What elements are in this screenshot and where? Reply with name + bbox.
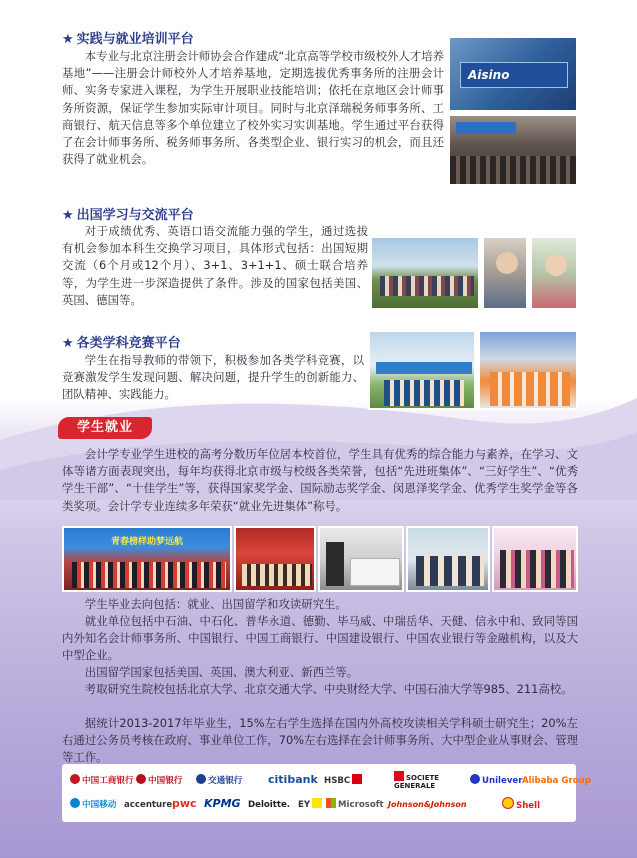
photo-performers xyxy=(242,564,312,586)
photo-face xyxy=(545,254,567,276)
photo-aisino-building xyxy=(448,36,578,112)
employment-line-4: 考取研究生院校包括北京大学、北京交通大学、中央财经大学、中国石油大学等985、211高校。 xyxy=(84,682,573,696)
star-icon: ★ xyxy=(62,208,74,223)
star-icon: ★ xyxy=(62,32,74,47)
logo-bank-of-china: 中国银行 xyxy=(136,774,182,788)
photo-student-portrait xyxy=(482,236,528,310)
photo-competition-team xyxy=(478,330,578,410)
socgen-logo-icon xyxy=(394,771,404,781)
logo-kpmg: KPMG xyxy=(204,797,241,810)
photo-presenter xyxy=(326,542,344,586)
photo-table xyxy=(350,558,400,586)
award-banner-text: 青春榜样助梦远航 xyxy=(110,537,183,547)
photo-training-classroom xyxy=(448,114,578,186)
employment-banner: 学生就业 xyxy=(58,417,152,439)
photo-stage-event xyxy=(234,526,316,592)
boc-logo-icon xyxy=(136,774,146,784)
logo-alibaba: Alibaba Group xyxy=(522,776,591,786)
star-icon: ★ xyxy=(62,336,74,351)
logo-deloitte: Deloitte. xyxy=(248,800,291,810)
photo-group-people xyxy=(380,276,474,296)
employment-line-2: 就业单位包括中石油、中石化、普华永道、德勤、毕马威、中瑞岳华、天健、信永中和、致同等国内外知名会计师事务所、中国银行、中国工商银行、中国建设银行、中国农业银行等金融机构，以及大中型企业。 xyxy=(62,614,578,663)
microsoft-logo-icon xyxy=(326,798,336,808)
photo-team xyxy=(384,380,464,406)
competition-section-body: 学生在指导教师的带领下，积极参加各类学科竞赛，以竞赛激发学生发现问题、解决问题，提升学生的创新能力、团队精神、实践能力。 xyxy=(62,353,364,402)
logo-icbc: 中国工商银行 xyxy=(70,774,134,788)
photo-graduate-group xyxy=(500,550,574,588)
employment-line-1: 学生毕业去向包括：就业、出国留学和攻读研究生。 xyxy=(84,597,347,611)
photo-team-members xyxy=(490,372,570,406)
logo-unilever: Unilever xyxy=(470,774,523,788)
logo-accenture: accenture xyxy=(124,800,173,810)
abroad-section-title: ★ 出国学习与交流平台 xyxy=(62,208,194,223)
logo-citibank: citibank xyxy=(268,773,318,786)
photo-face xyxy=(496,252,518,274)
logo-hsbc: HSBC xyxy=(324,774,364,788)
photo-stage-banner xyxy=(376,362,472,374)
photo-career-fair xyxy=(318,526,404,592)
logo-microsoft: Microsoft xyxy=(326,798,384,812)
icbc-logo-icon xyxy=(70,774,80,784)
employment-intro: 会计学专业学生进校的高考分数历年位居本校首位，学生具有优秀的综合能力与素养，在学习、文体等诸方面表现突出，每年均获得北京市级与校级各类荣誉，包括“先进班集体”、“三好学生”、“优秀学生干部”、“十佳学生”等，获得国家奖学金、国际励志奖学金、闵恩泽奖学金、优秀学生奖学金等各类奖项。会计学专业连续多年荣获“就业先进集体”称号。 xyxy=(62,447,578,513)
photo-projection xyxy=(456,122,516,134)
china-mobile-logo-icon xyxy=(70,798,80,808)
logo-pwc: pwc xyxy=(172,797,197,810)
logo-bankcomm: 交通银行 xyxy=(196,774,242,788)
abroad-section-body: 对于成绩优秀、英语口语交流能力强的学生，通过选拔有机会参加本科生交换学习项目，具体形式包括：出国短期交流（6个月或12个月）、3+1、3+1+1、硕士联合培养等，为学生进一步深造提供了条件。涉及的国家包括美国、英国、德国等。 xyxy=(62,224,368,307)
photo-student-outdoor xyxy=(530,236,578,310)
competition-section-title: ★ 各类学科竞赛平台 xyxy=(62,336,181,351)
logo-shell: Shell xyxy=(502,797,540,811)
photo-awardees xyxy=(72,562,226,588)
photo-graduates xyxy=(492,526,578,592)
photo-audience xyxy=(450,156,578,186)
practice-section-title: ★ 实践与就业培训平台 xyxy=(62,32,194,47)
employment-line-3: 出国留学国家包括美国、英国、澳大利亚、新西兰等。 xyxy=(84,665,359,679)
hsbc-logo-icon xyxy=(352,774,362,784)
bankcomm-logo-icon xyxy=(196,774,206,784)
unilever-logo-icon xyxy=(470,774,480,784)
photo-group-abroad xyxy=(370,236,480,310)
logo-ey: EY xyxy=(298,798,324,812)
photo-interview-people xyxy=(416,556,484,586)
employment-line-5: 据统计2013-2017年毕业生，15%左右学生选择在国内外高校攻读相关学科硕士研究生；20%左右通过公务员考核在政府、事业单位工作，70%左右选择在会计师事务所、大中型企业从事财会、管理等工作。 xyxy=(62,716,578,765)
logo-societe-generale: SOCIETE GENERALE xyxy=(394,771,464,785)
practice-section-body: 本专业与北京注册会计师协会合作建成“北京高等学校市级校外人才培养基地”——注册会计师校外人才培养基地，定期选拔优秀事务所的注册会计师、实务专家进入课程，为学生开展职业技能培训；依托在京地区会计师事务所资源，保证学生参加实际审计项目。同时与北京泽瑞税务师事务所、工商银行、航天信息等多个单位建立了校外实习实训基地。学生通过平台获得了在会计师事务所、税务师事务所、各类型企业、银行实习的机会，而且还获得了就业机会。 xyxy=(62,49,444,167)
ey-logo-icon xyxy=(312,798,322,808)
logo-johnson-johnson: Johnson&Johnson xyxy=(388,800,467,809)
aisino-sign: Aisino xyxy=(468,68,510,82)
shell-logo-icon xyxy=(502,797,514,809)
logo-china-mobile: 中国移动 xyxy=(70,798,116,812)
photo-award-ceremony xyxy=(62,526,232,592)
photo-interview xyxy=(406,526,490,592)
partner-logo-strip xyxy=(62,764,591,822)
photo-competition-banner xyxy=(368,330,476,410)
